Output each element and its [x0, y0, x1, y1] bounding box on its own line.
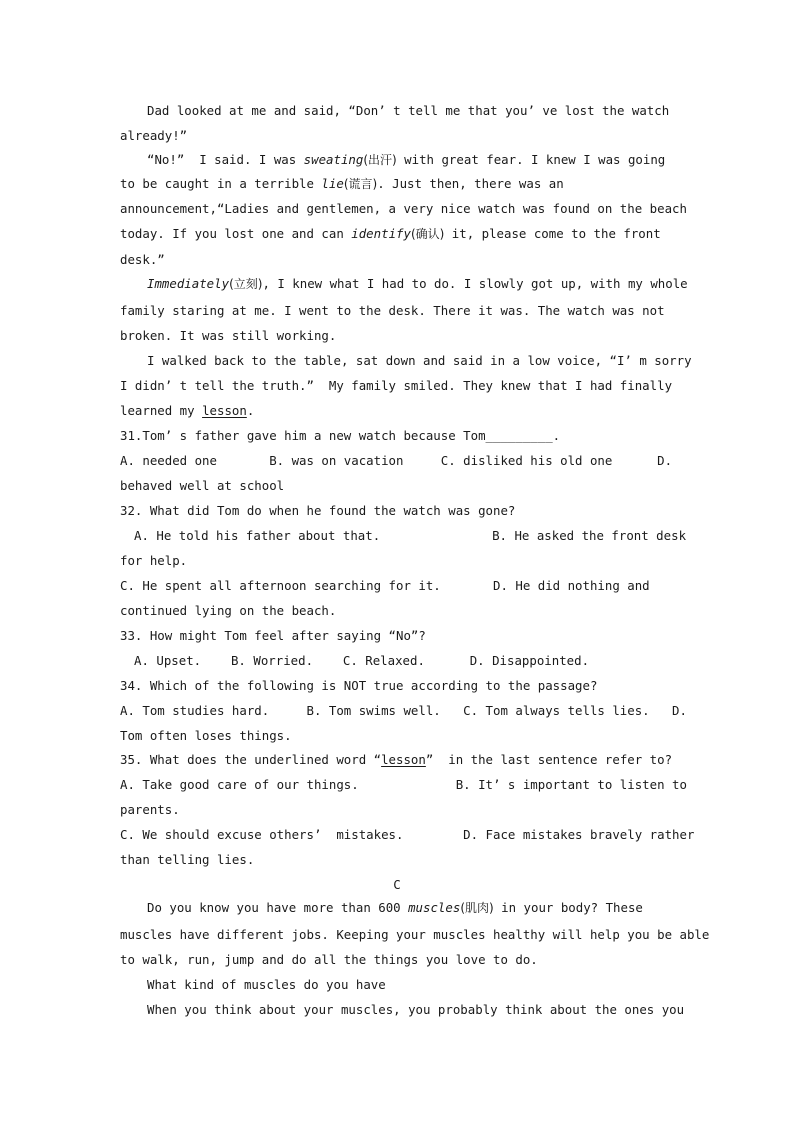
question-32-options: continued lying on the beach.	[120, 603, 337, 618]
question-31-stem: 31.Tom’ s father gave him a new watch because Tom_________.	[120, 428, 561, 443]
passage-line: family staring at me. I went to the desk. There it was. The watch was not	[120, 303, 665, 318]
text: to be caught in a terrible	[120, 176, 322, 191]
passage-line	[120, 225, 661, 243]
text: Do you know you have more than 600	[147, 900, 409, 915]
passage-line: already!”	[120, 128, 188, 143]
text: learned my	[120, 403, 203, 418]
text: .	[246, 403, 255, 418]
vocab-word: sweating	[303, 152, 364, 167]
gloss: (谎言)	[343, 177, 378, 191]
gloss: (出汗)	[363, 153, 397, 167]
question-34-stem: 34. Which of the following is NOT true according to the passage?	[120, 678, 598, 693]
text: ” in the last sentence refer to?	[425, 752, 673, 767]
passage-line: desk.”	[120, 252, 165, 267]
text: with great fear. I knew I was going	[396, 152, 666, 167]
passage-line: muscles have different jobs. Keeping your muscles healthy will help you be able	[120, 927, 710, 942]
question-31-options: A. needed one B. was on vacation C. disliked his old one D.	[120, 453, 673, 468]
question-34-options: A. Tom studies hard. B. Tom swims well. C. Tom always tells lies. D.	[120, 703, 687, 718]
vocab-word: identify	[351, 226, 411, 241]
vocab-word: Immediately	[147, 276, 230, 291]
passage-line	[120, 402, 254, 420]
passage-line: I didn’ t tell the truth.” My family smiled. They knew that I had finally	[120, 378, 673, 393]
passage-line: to walk, run, jump and do all the things you love to do.	[120, 952, 538, 967]
subheading: What kind of muscles do you have	[147, 977, 386, 992]
text: 35. What does the underlined word “	[120, 752, 382, 767]
question-35-stem	[120, 751, 672, 769]
question-35-options: C. We should excuse others’ mistakes. D. Face mistakes bravely rather	[120, 827, 695, 842]
passage-line	[147, 899, 643, 917]
question-31-options: behaved well at school	[120, 478, 285, 493]
underlined-word: lesson	[381, 752, 426, 767]
vocab-word: lie	[321, 176, 344, 191]
question-32-stem: 32. What did Tom do when he found the watch was gone?	[120, 503, 516, 518]
text: today. If you lost one and can	[120, 226, 352, 241]
question-35-options: parents.	[120, 802, 180, 817]
passage-line: Dad looked at me and said, “Don’ t tell me that you’ ve lost the watch	[147, 103, 670, 118]
question-34-options: Tom often loses things.	[120, 728, 292, 743]
passage-line	[147, 275, 688, 293]
passage-line: announcement,“Ladies and gentlemen, a very nice watch was found on the beach	[120, 201, 687, 216]
passage-line	[147, 151, 665, 169]
question-35-options: than telling lies.	[120, 852, 255, 867]
gloss: (确认)	[410, 227, 445, 241]
underlined-word: lesson	[202, 403, 247, 418]
passage-line: I walked back to the table, sat down and said in a low voice, “I’ m sorry	[147, 353, 692, 368]
text: “No!” I said. I was	[147, 152, 304, 167]
question-32-options: for help.	[120, 553, 188, 568]
gloss: (立刻)	[229, 277, 263, 291]
section-heading: C	[393, 877, 401, 892]
text: it, please come to the front	[444, 226, 661, 241]
text: . Just then, there was an	[377, 176, 564, 191]
question-33-stem: 33. How might Tom feel after saying “No”?	[120, 628, 426, 643]
gloss: (肌肉)	[460, 901, 494, 915]
passage-line: When you think about your muscles, you probably think about the ones you	[147, 1002, 685, 1017]
question-32-options: A. He told his father about that. B. He asked the front desk	[134, 528, 687, 543]
passage-line: broken. It was still working.	[120, 328, 337, 343]
question-35-options: A. Take good care of our things. B. It’ s important to listen to	[120, 777, 687, 792]
question-32-options: C. He spent all afternoon searching for it. D. He did nothing and	[120, 578, 650, 593]
text: in your body? These	[493, 900, 643, 915]
question-33-options: A. Upset. B. Worried. C. Relaxed. D. Disappointed.	[134, 653, 590, 668]
vocab-word: muscles	[408, 900, 461, 915]
text: , I knew what I had to do. I slowly got up, with my whole	[262, 276, 688, 291]
passage-line	[120, 175, 564, 193]
